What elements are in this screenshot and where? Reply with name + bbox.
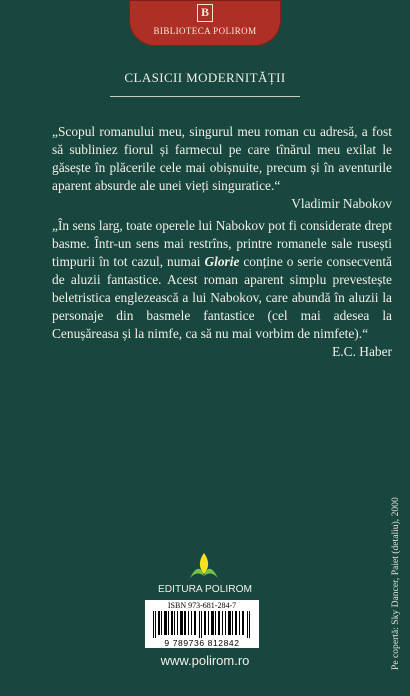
isbn-number: ISBN 973-681-284-7 — [167, 601, 237, 610]
barcode — [145, 600, 259, 648]
quote-nabokov — [52, 123, 392, 213]
cover-credit: Pe copertă: Sky Dancer, Paiet (detaliu), 2000 — [390, 497, 401, 670]
series-title: CLASICII MODERNITĂȚII — [124, 70, 286, 85]
quote-nabokov-text: „Scopul romanului meu, singurul meu roman cu adresă, a fost să subliniez fiorul și farmecul pe care tînărul meu exilat le găsește în plăcerile cele mai obișnuite, precum și în aventurile aparent absurde ale unei vieți singuratice.“ — [52, 124, 392, 193]
quote-nabokov-author: Vladimir Nabokov — [291, 196, 392, 211]
publisher-website[interactable]: www.polirom.ro — [160, 653, 250, 668]
top-divider — [110, 96, 300, 97]
imprint-logo-icon: B — [197, 4, 213, 22]
ean-number: 9 789736 812842 — [164, 638, 240, 648]
book-title: Glorie — [204, 254, 240, 269]
quote-haber — [52, 217, 392, 361]
publisher-name: EDITURA POLIROM — [158, 584, 252, 595]
quote-haber-text-before: „În sens larg, toate operele lui Nabokov pot fi considerate drept basme. Într-un sens mai restrîns, printre romanele sale rusești timpurii în tot cazul, numai — [52, 218, 392, 269]
barcode-bars — [153, 611, 251, 638]
quote-haber-author: E.C. Haber — [332, 344, 392, 359]
polirom-flame-icon — [188, 552, 220, 582]
imprint-label: BIBLIOTECA POLIROM — [153, 26, 257, 36]
quote-haber-text-after: conține o serie consecventă de aluzii fantastice. Acest roman aparent simplu prevestește beletristica englezească a lui Nabokov, care abundă în aluzii la personaje din basmele fantastice (cel mai adesea la Cenușăreasa și la nimfe, ca să nu mai vorbim de nimfete).“ — [52, 254, 392, 341]
